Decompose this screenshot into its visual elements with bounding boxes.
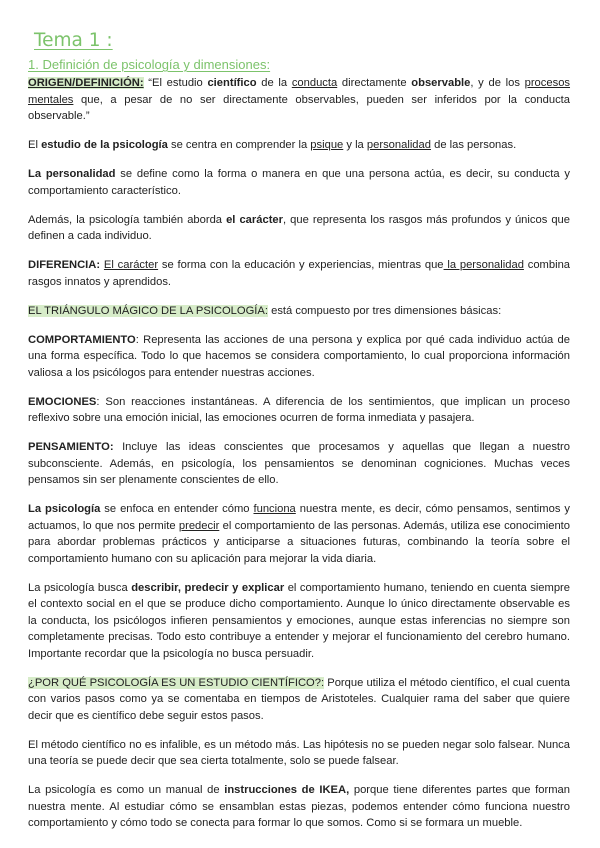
underlined-text: conducta [291, 77, 338, 89]
highlight-label: ¿POR QUÉ PSICOLOGÍA ES UN ESTUDIO CIENTÍFICO?: [28, 676, 325, 689]
text: Además, la psicología también aborda [28, 213, 227, 226]
highlight-label: ORIGEN/DEFINICIÓN: [28, 77, 144, 89]
paragraph-difference [28, 257, 570, 290]
bold-text: PENSAMIENTO: [28, 441, 114, 453]
paragraph-character [28, 212, 570, 245]
text: se enfoca en entender cómo [100, 503, 254, 515]
highlight-label: EL TRIÁNGULO MÁGICO DE LA PSICOLOGÍA: [28, 304, 268, 317]
paragraph-triangle [28, 303, 570, 320]
bold-text: observable [411, 77, 471, 89]
text: : Son reacciones instantáneas. A diferencia de los sentimientos, que implican un proceso reflexivo sobre una emoción inicial, las emociones ocurren de forma inmediata y pasajera. [28, 395, 570, 424]
paragraph-goals [28, 580, 570, 663]
bold-text: estudio de la psicología [41, 139, 168, 151]
bold-text: científico [207, 77, 257, 89]
paragraph-personality [28, 166, 570, 199]
text: el comportamiento humano, teniendo en cuenta siempre el contexto social en el que se produce dicho comportamiento. Aunque lo único directamente observable es la conducta, los psicólogos infieren pensamientos y emociones, aunque estas inferencias no siempre son completamente precisas. Todo esto contribuye a entender y mejorar el funcionamiento del cerebro humano. Importante recordar que la psicología no busca persuadir. [28, 581, 570, 660]
text: , que representa los rasgos más profundos y únicos que definen a cada individuo. [28, 213, 570, 242]
text: el comportamiento de las personas. Además, utiliza ese conocimiento para abordar problemas prácticos y anticiparse a situaciones futuras, combinando la teoría sobre el comportamiento humano con su aplicación para mejorar la vida diaria. [28, 519, 570, 565]
text: se define como la forma o manera en que una persona actúa, es decir, su conducta y comportamiento característico. [28, 168, 570, 197]
text: y la [343, 139, 367, 151]
text: está compuesto por tres dimensiones básicas: [267, 304, 502, 317]
text: de las personas. [430, 139, 517, 151]
bold-text: COMPORTAMIENTO [28, 333, 136, 346]
underlined-text: funciona [253, 503, 296, 515]
paragraph-study [28, 137, 570, 154]
text: porque tiene diferentes partes que forman nuestra mente. Al estudiar cómo se ensamblan estas piezas, podemos entender cómo funciona nuestro comportamiento y cómo todo se conecta para formar lo que somos. Como si se formara un mueble. [28, 784, 570, 829]
paragraph-scientific [28, 675, 570, 725]
bold-text: instrucciones de IKEA, [224, 784, 350, 796]
bold-text: describir, predecir y explicar [131, 581, 285, 594]
underlined-text: la personalidad [443, 259, 524, 271]
text: que, a pesar de no ser directamente observables, pueden ser inferidos por la conducta observable.” [28, 93, 570, 122]
text: El método científico no es infalible, es un método más. Las hipótesis no se pueden negar solo falsear. Nunca una teoría se puede decir que sea cierta totalmente, solo se puede falsear. [28, 738, 570, 767]
text: , y de los [470, 77, 525, 89]
paragraph-method [28, 737, 570, 770]
text: se forma con la educación y experiencias, mientras que [158, 259, 444, 271]
bold-text: La personalidad [28, 168, 116, 180]
page-title: Tema 1 : [34, 30, 113, 51]
paragraph-definition [28, 75, 570, 125]
section-heading: 1. Definición de psicología y dimensiones: [28, 57, 271, 72]
text: combina rasgos innatos y aprendidos. [28, 259, 571, 288]
text: “El estudio [143, 77, 208, 89]
text: : Representa las acciones de una persona y explica por qué cada individuo actúa de una forma específica. Todo lo que hacemos se considera comportamiento, lo cual proporciona información valiosa a los psicólogos para entender nuestras acciones. [28, 333, 570, 379]
text: se centra en comprender la [167, 139, 311, 151]
underlined-text: predecir [178, 519, 220, 532]
text: de la [256, 77, 292, 89]
bold-text: el carácter [226, 213, 283, 226]
bold-text: DIFERENCIA: [28, 259, 101, 271]
text: La psicología es como un manual de [28, 784, 225, 796]
text: Incluye las ideas conscientes que procesamos y aquellas que llegan a nuestro subconsciente. Además, en psicología, los pensamientos se denominan cogniciones. Muchas veces pensamos sin ser plenamente conscientes de ello. [28, 441, 570, 486]
underlined-text: procesos mentales [28, 77, 571, 106]
underlined-text: personalidad [366, 139, 431, 151]
text: nuestra mente, es decir, cómo pensamos, sentimos y actuamos, lo que nos permite [28, 503, 570, 532]
text: directamente [337, 77, 412, 89]
text: La psicología busca [28, 581, 132, 594]
text: El [28, 139, 42, 151]
paragraph-thought [28, 439, 570, 489]
bold-text: EMOCIONES [28, 395, 97, 408]
paragraph-focus [28, 501, 570, 567]
underlined-text: psique [310, 139, 344, 151]
paragraph-ikea [28, 782, 570, 832]
bold-text: La psicología [28, 503, 101, 515]
paragraph-emotions [28, 394, 570, 427]
paragraph-behavior [28, 332, 570, 382]
text: Porque utiliza el método científico, el cual cuenta con varios pasos como ya se comentaba en tiempos de Aristoteles. Cualquier rama del saber que quiere decir que es científico debe seguir estos pasos. [28, 676, 570, 722]
underlined-text: El carácter [103, 259, 159, 271]
